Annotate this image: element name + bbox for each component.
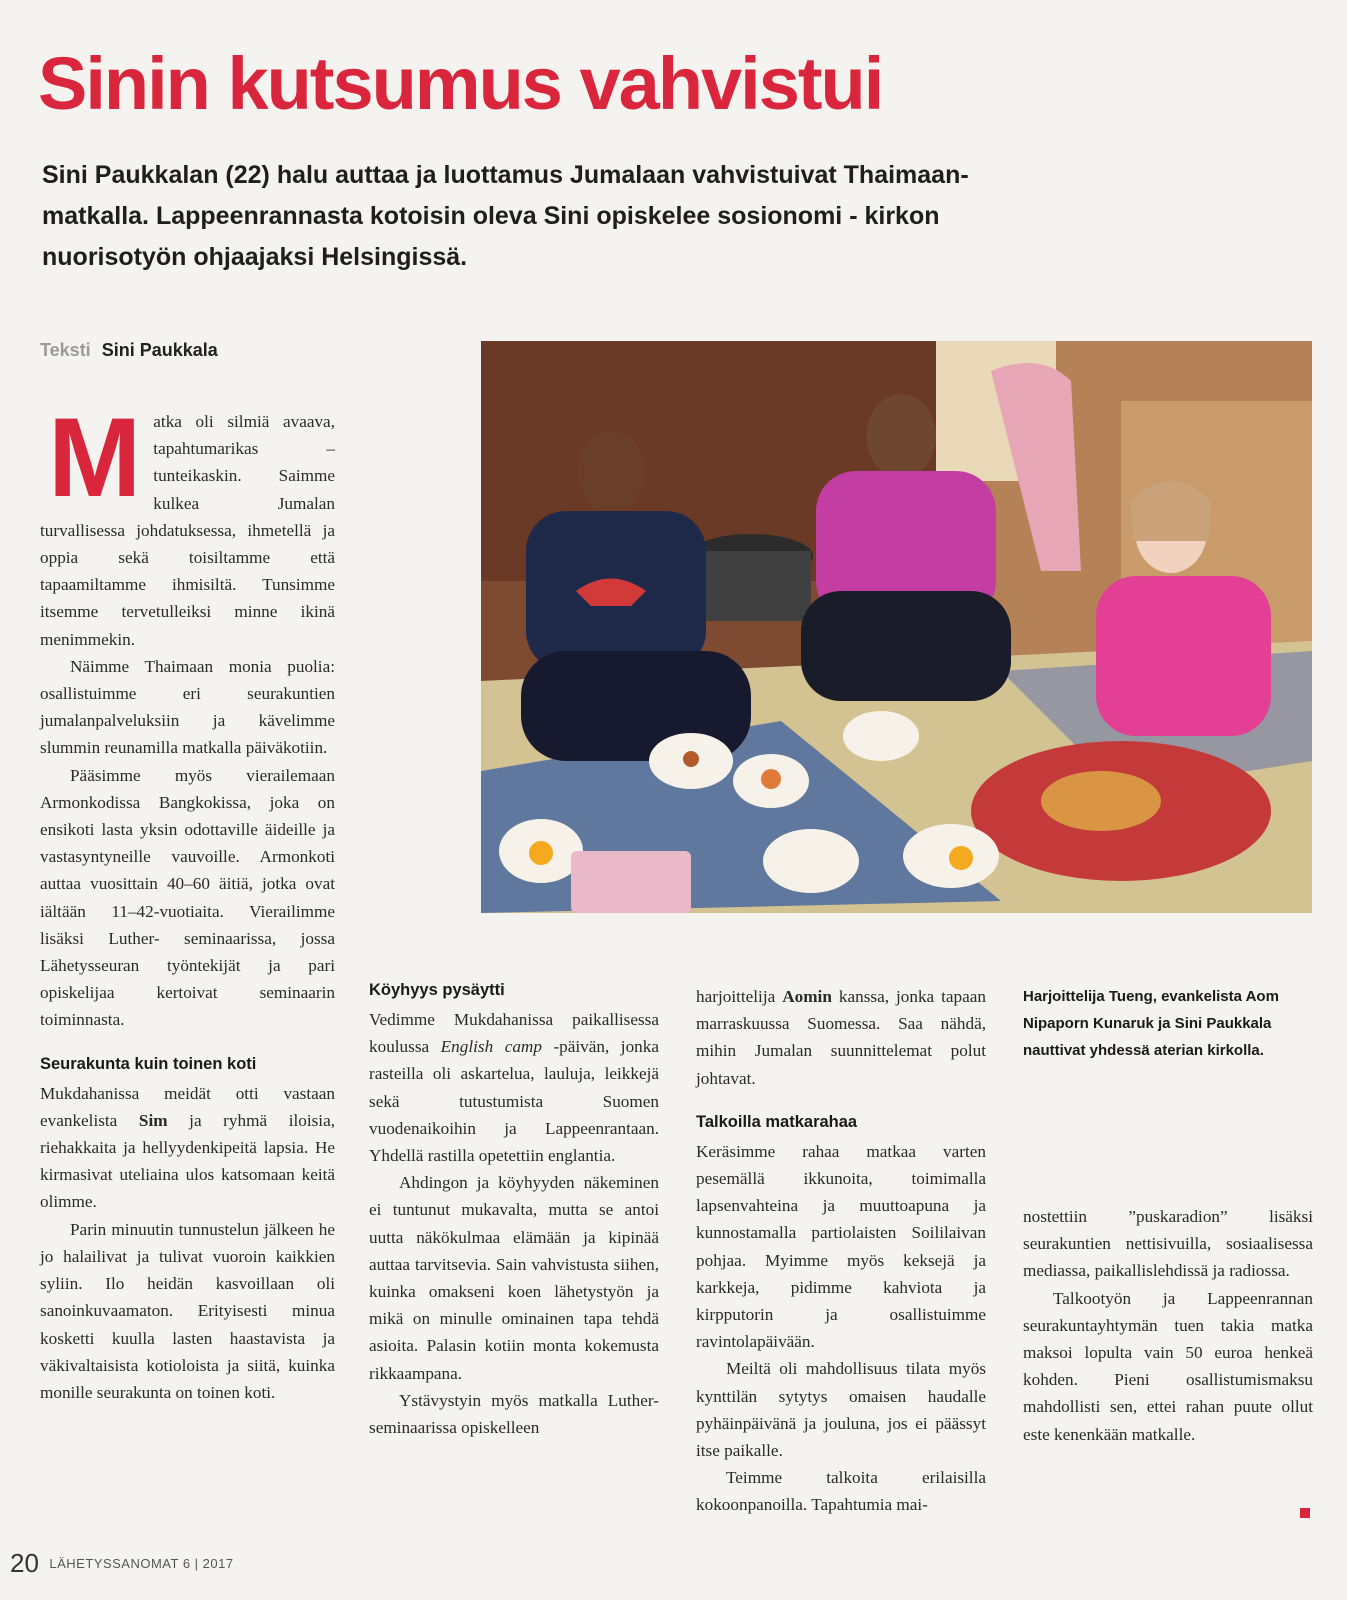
paragraph: Ystävystyin myös matkalla Luther-seminaarissa opiskelleen bbox=[369, 1390, 659, 1438]
column-4 bbox=[1023, 1203, 1313, 1448]
paragraph: Keräsimme rahaa matkaa varten pesemällä ikkunoita, toimimalla lapsenvahteina ja muuttoapuna ja kunnostamalla partiolaisten Soililaivan pohjaa. Myimme myös keksejä ja karkkeja, pidimme kahviota ja kirpputorin ja osallistuimme ravintolapäivään. bbox=[696, 1141, 986, 1352]
paragraph: Teimme talkoita erilaisilla kokoonpanoilla. Tapahtumia mai- bbox=[696, 1468, 986, 1515]
lead-paragraph: Sini Paukkalan (22) halu auttaa ja luottamus Jumalaan vahvistuivat Thaimaan-matkalla. Lappeenrannasta kotoisin oleva Sini opiskelee sosionomi - kirkon nuorisotyön ohjaajaksi Helsingissä. bbox=[42, 161, 969, 271]
paragraph: Ahdingon ja köyhyyden näkeminen ei tuntunut mukavalta, mutta se antoi uutta näkökulmaa elämään ja kipinää auttaa tarvitsevia. Sain vahvistusta siihen, kuinka omakseni koen lähetystyön ja mikä on minulle ominainen tapa tehdä asioita. Palasin kotiin monta kokemusta rikkaampana. bbox=[369, 1173, 659, 1383]
person-name: Sim bbox=[138, 1110, 168, 1130]
text-run: Mukdahanissa meidät otti vastaan evankelista bbox=[40, 1083, 335, 1130]
byline bbox=[40, 340, 218, 361]
byline-author: Sini Paukkala bbox=[101, 340, 218, 360]
paragraph: Talkootyön ja Lappeenrannan seurakuntayhtymän tuen takia matka maksoi lopulta vain 50 euroa henkeä kohden. Pieni osallistumismaksu mahdollisti sen, ettei rahan puute ollut este kenenkään matkalle. bbox=[1023, 1288, 1313, 1444]
text-run: Vedimme Mukdahanissa paikallisessa koulussa bbox=[369, 1010, 659, 1057]
column-1 bbox=[40, 395, 336, 1406]
paragraph bbox=[696, 983, 986, 1092]
column-2 bbox=[369, 978, 659, 1441]
paragraph: atka oli silmiä avaava, tapahtumarikas – tunteikaskin. Saimme kulkea Jumalan turvallisessa johdatuksessa, ihmetellä ja oppia sekä toisiltamme että tapaamiltamme ihmisiltä. Tunsimme itsemme tervetulleiksi minne ikinä menimmekin. bbox=[40, 412, 335, 649]
photo-caption: Harjoittelija Tueng, evankelista Aom Nipaporn Kunaruk ja Sini Paukkala nauttivat yhdessä aterian kirkolla. bbox=[1023, 988, 1279, 1059]
emphasis: English camp bbox=[440, 1037, 542, 1057]
page-footer bbox=[10, 1548, 234, 1579]
drop-cap: M bbox=[48, 395, 142, 520]
magazine-issue: LÄHETYSSANOMAT 6 | 2017 bbox=[49, 1556, 234, 1571]
text-run: ja ryhmä iloisia, riehakkaita ja hellyydenkipeitä lapsia. He kirmasivat uteliaina ulos katsomaan keitä olimme. bbox=[40, 1110, 336, 1212]
paragraph bbox=[369, 1006, 659, 1169]
paragraph: Parin minuutin tunnustelun jälkeen he jo halailivat ja tulivat vuoroin kaikkien syliin. Ilo heidän kasvoillaan oli sanoinkuvaamaton. Erityisesti minua kosketti kuulla lasten haastavista ja väkivaltaisista kotioloista ja siitä, kuinka monille seurakunta on toinen koti. bbox=[40, 1219, 335, 1402]
byline-label: Teksti bbox=[40, 340, 91, 360]
page-number: 20 bbox=[10, 1548, 39, 1578]
paragraph: nostettiin ”puskaradion” lisäksi seurakuntien nettisivuilla, sosiaalisessa mediassa, paikallislehdissä ja radiossa. bbox=[1023, 1207, 1313, 1281]
end-mark bbox=[1300, 1508, 1310, 1518]
person-name: Aomin bbox=[782, 987, 832, 1006]
paragraph: Pääsimme myös vierailemaan Armonkodissa Bangkokissa, joka on ensikoti lasta yksin odottaville äideille ja vastasyntyneille vauvoille. Armonkoti auttaa vuosittain 40–60 äitiä, jotka ovat iältään 11–42-vuotiaita. Vierailimme lisäksi Luther- seminaarissa, jossa Lähetysseuran työntekijät ja pari opiskelijaa kertoivat seminaarin toiminnasta. bbox=[40, 765, 335, 1030]
subheading: Köyhyys pysäytti bbox=[369, 981, 505, 999]
text-run: harjoittelija bbox=[696, 987, 783, 1006]
paragraph: Näimme Thaimaan monia puolia: osallistuimme eri seurakuntien jumalanpalveluksiin ja kävelimme slummin reunamilla matkalla päiväkotiin. bbox=[40, 656, 335, 758]
text-run: -päivän, jonka rasteilla oli askartelua, lauluja, leikkejä sekä tutustumista Suomen vuodenaikoihin ja Lappeenrantaan. Yhdellä rastilla opetettiin englantia. bbox=[369, 1037, 659, 1166]
subheading: Talkoilla matkarahaa bbox=[696, 1112, 858, 1131]
column-3 bbox=[696, 983, 986, 1519]
paragraph bbox=[40, 1080, 335, 1216]
paragraph: Meiltä oli mahdollisuus tilata myös kynttilän sytytys omaisen haudalle pyhäinpäivänä ja jouluna, jos ei päässyt itse paikalle. bbox=[696, 1359, 986, 1461]
text-run: kanssa, jonka tapaan marraskuussa Suomessa. Saa nähdä, mihin Jumalan suunnittelemat polut johtavat. bbox=[696, 987, 986, 1088]
subheading: Seurakunta kuin toinen koti bbox=[40, 1054, 257, 1073]
headline: Sinin kutsumus vahvistui bbox=[38, 42, 883, 125]
article-photo bbox=[481, 341, 1312, 913]
